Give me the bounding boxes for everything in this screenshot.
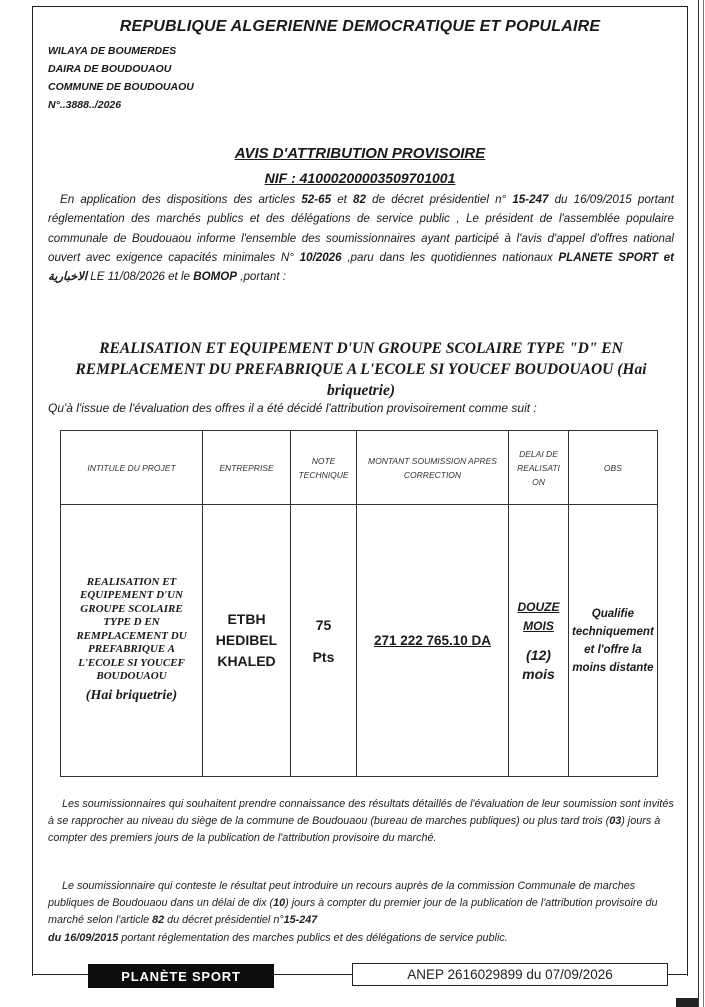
cell-note-value: 75 (315, 616, 332, 633)
cell-delai-words: DOUZE MOIS (517, 599, 560, 633)
cell-delai-unit: mois (522, 665, 555, 682)
reference-number: N°..3888../2026 (48, 99, 122, 111)
intro-paragraph: En application des dispositions des articles 52-65 et 82 de décret présidentiel n° 15-247 du 16/09/2015 portant réglementation des marchés publics et des délégations de service public , Le président de l'assemblée populaire communale de Boudouaou informe l'ensemble des soumissionnaires ayant participé à l'avis d'appel d'offres national ouvert avec exigence capacités minimales N° 10/2026 ,paru dans les quotidiennes nationaux PLANETE SPORT et الاخبارية LE 11/08/2026 et le BOMOP ,portant : (48, 193, 674, 284)
appeal-paragraph: Le soumissionnaire qui conteste le résultat peut introduire un recours auprès de la commission Communale de marches publiques de Boudouaou dans un délai de dix (10) jours à compter du premier jour de la publication de l'attribution provisoire du marché selon l'article 82 du décret présidentiel n°15-247 du 16/09/2015 portant réglementation des marches publics et des délégations de service public. (48, 880, 658, 944)
republic-title: REPUBLIQUE ALGERIENNE DEMOCRATIQUE ET POPULAIRE (119, 18, 601, 35)
cell-delai (509, 505, 569, 777)
consultation-paragraph: Les soumissionnaires qui souhaitent prendre connaissance des résultats détaillés de l'évaluation de leur soumission sont invités à se rapprocher au niveau du siège de la commune de Boudouaou (bureau de marches publiques) ou plus tard trois (03) jours à compter des premiers jours de la publication de l'attribution provisoire du marché. (48, 798, 674, 845)
frame-bottom-mid (270, 974, 358, 975)
cell-projet (61, 505, 203, 777)
header-obs: OBS (569, 431, 658, 505)
nif-number: NIF : 41000200003509701001 (264, 170, 456, 186)
attribution-table (60, 430, 658, 777)
cell-note-unit: Pts (312, 648, 335, 665)
cell-projet-text: REALISATION ET EQUIPEMENT D'UN GROUPE SCOLAIRE TYPE D EN REMPLACEMENT DU PREFABRIQUE A L'ECOLE SI YOUCEF BOUDOUAOU (76, 575, 187, 682)
commune-line: COMMUNE DE BOUDOUAOU (48, 81, 194, 93)
header-montant: MONTANT SOUMISSION APRES CORRECTION (357, 431, 509, 505)
header-projet: INTITULE DU PROJET (61, 431, 203, 505)
page-number-mark (676, 998, 698, 1007)
anep-reference: ANEP 2616029899 du 07/09/2026 (352, 963, 668, 986)
cell-obs: Qualifie techniquement et l'offre la moins distante (569, 505, 658, 777)
cell-entreprise: ETBH HEDIBEL KHALED (203, 505, 291, 777)
column-divider-secondary (703, 0, 704, 1007)
cell-delai-number: (12) (526, 646, 551, 663)
header-delai: DELAI DE REALISATI ON (509, 431, 569, 505)
table-row (61, 505, 658, 777)
column-divider (698, 0, 699, 1007)
newspaper-badge: PLANÈTE SPORT (88, 964, 274, 988)
cell-note (291, 505, 357, 777)
wilaya-line: WILAYA DE BOUMERDES (48, 45, 177, 57)
project-title: REALISATION ET EQUIPEMENT D'UN GROUPE SCOLAIRE TYPE "D" EN REMPLACEMENT DU PREFABRIQUE A L'ECOLE SI YOUCEF BOUDOUAOU (Hai briquetrie) (75, 340, 647, 399)
issuer-block (48, 42, 194, 114)
decision-statement: Qu'à l'issue de l'évaluation des offres il a été décidé l'attribution provisoirement comme suit : (48, 401, 537, 415)
cell-montant: 271 222 765.10 DA (357, 505, 509, 777)
daira-line: DAIRA DE BOUDOUAOU (48, 63, 172, 75)
header-entreprise: ENTREPRISE (203, 431, 291, 505)
cell-projet-hai: (Hai briquetrie) (85, 687, 178, 703)
header-note: NOTE TECHNIQUE (291, 431, 357, 505)
table-header-row (61, 431, 658, 505)
notice-title: AVIS D'ATTRIBUTION PROVISOIRE (234, 145, 486, 162)
